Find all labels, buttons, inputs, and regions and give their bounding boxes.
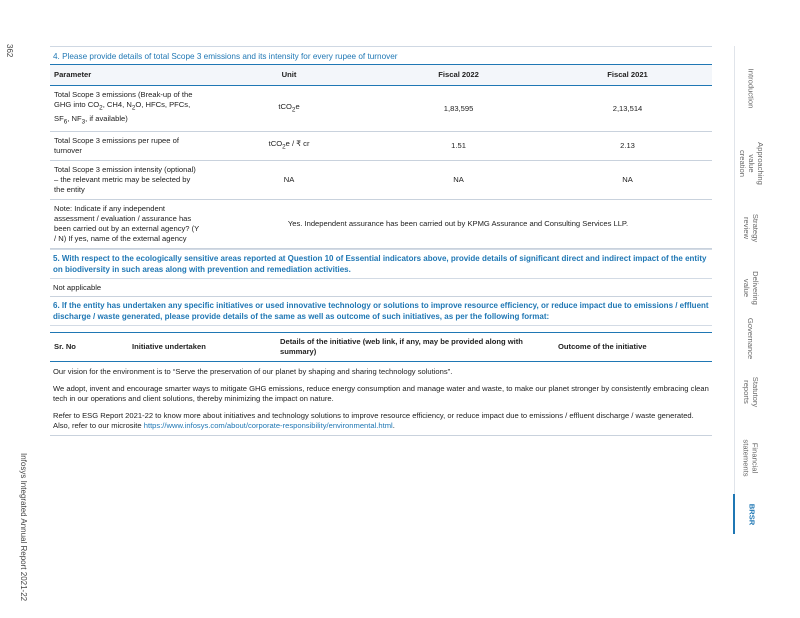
- approach-paragraph: We adopt, invent and encourage smarter ways to mitigate GHG emissions, reduce energy consumption and manage water and waste, to make our planet stronger by consistently embracing clean tech in our operations and client solutions, thereby minimizing the impact on nature.: [53, 383, 709, 404]
- table-row: [50, 200, 712, 249]
- header-unit: Unit: [204, 65, 374, 86]
- table-row: [50, 132, 712, 161]
- row-fiscal-2022: NA: [374, 161, 543, 200]
- scope3-table: [50, 64, 712, 249]
- header-parameter: Parameter: [50, 65, 204, 86]
- nav-item-financial-statements[interactable]: Financial statements: [742, 439, 760, 477]
- row-fiscal-2021: 2,13,514: [543, 86, 712, 132]
- header-fiscal-2022: Fiscal 2022: [374, 65, 543, 86]
- question-5-answer: Not applicable: [50, 279, 712, 297]
- refer-text: Refer to ESG Report 2021-22 to know more about initiatives and technology solutions to improve resource efficiency, or reduce impact due to emissions / effluent discharge / waste generated. Also, refer to our microsite: [53, 410, 694, 431]
- nav-item-introduction[interactable]: Introduction: [746, 68, 756, 108]
- nav-item-brsr[interactable]: BRSR: [733, 494, 769, 534]
- question-6-title: 6. If the entity has undertaken any specific initiatives or used innovative technology or solutions to improve resource efficiency, or reduce impact due to emissions / effluent discharge / waste generated, please provide details of the same as well as outcome of such initiatives, as per the following format:: [53, 301, 709, 322]
- row-fiscal-2021: NA: [543, 161, 712, 200]
- question-5-title: 5. With respect to the ecologically sensitive areas reported at Question 10 of Essential indicators above, provide details of significant direct and indirect impact of the entity on biodiversity in such areas along with prevention and remediation activities.: [53, 254, 707, 275]
- header-outcome: Outcome of the initiative: [554, 333, 712, 362]
- row-unit: tCO$_2$e: [204, 86, 374, 132]
- header-sr-no: Sr. No: [50, 333, 128, 362]
- header-initiative: Initiative undertaken: [128, 333, 276, 362]
- nav-item-statutory-reports[interactable]: Statutory reports: [742, 376, 760, 408]
- header-details: Details of the initiative (web link, if any, may be provided along with summary): [276, 333, 554, 362]
- question-4-title: 4. Please provide details of total Scope 3 emissions and its intensity for every rupee of turnover: [50, 46, 712, 64]
- microsite-link[interactable]: https://www.infosys.com/about/corporate-responsibility/environmental.html: [143, 421, 393, 431]
- page-number: 362: [5, 44, 14, 58]
- table-row: [50, 86, 712, 132]
- table-header-row: [50, 65, 712, 86]
- main-content: [50, 46, 712, 436]
- table-row: [50, 161, 712, 200]
- row-fiscal-2022: 1.51: [374, 132, 543, 161]
- nav-item-governance[interactable]: Governance: [746, 317, 756, 359]
- report-footer: Infosys Integrated Annual Report 2021-22: [19, 453, 28, 602]
- row-parameter: Total Scope 3 emission intensity (optional) – the relevant metric may be selected by the entity: [50, 161, 204, 200]
- vision-paragraph: Our vision for the environment is to “Serve the preservation of our planet by shaping and sharing technology solutions”.: [53, 367, 453, 377]
- nav-item-delivering-value[interactable]: Delivering value: [742, 271, 760, 305]
- row-unit: tCO$_2$e / ₹ cr: [204, 132, 374, 161]
- row-parameter: Total Scope 3 emissions (Break-up of the GHG into $CO_2$, CH4, $N_2O$, HFCs, PFCs, $SF_6$, $NF_3$, if available): [50, 86, 204, 132]
- row-fiscal-2022: 1,83,595: [374, 86, 543, 132]
- row-fiscal-2021: 2.13: [543, 132, 712, 161]
- refer-paragraph: [50, 406, 712, 436]
- refer-end: .: [392, 421, 395, 431]
- initiatives-table: [50, 332, 712, 362]
- header-fiscal-2021: Fiscal 2021: [543, 65, 712, 86]
- table-header-row: [50, 333, 712, 362]
- nav-item-approaching-value-creation[interactable]: Approaching value creation: [737, 141, 765, 185]
- note-value: Yes. Independent assurance has been carried out by KPMG Assurance and Consulting Services LLP.: [204, 200, 712, 249]
- nav-item-strategy-review[interactable]: Strategy review: [742, 213, 760, 243]
- row-unit: NA: [204, 161, 374, 200]
- note-parameter: Note: Indicate if any independent assessment / evaluation / assurance has been carried out by an external agency? (Y / N) If yes, name of the external agency: [50, 200, 204, 249]
- row-parameter: Total Scope 3 emissions per rupee of turnover: [50, 132, 204, 161]
